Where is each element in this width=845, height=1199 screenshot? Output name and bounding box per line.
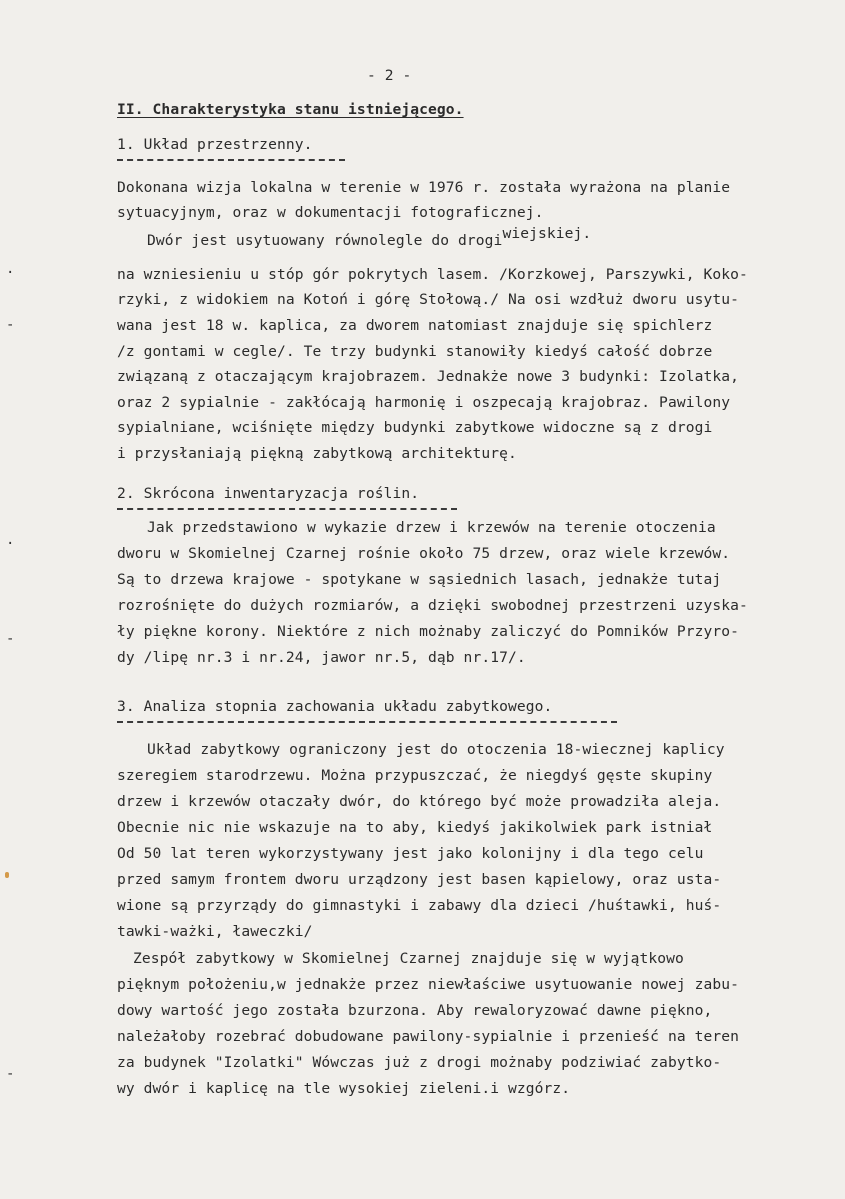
margin-spot [5,872,9,878]
sub2-heading-underline [117,508,457,510]
sub1-line: Dokonana wizja lokalna w terenie w 1976 r. została wyrażona na planie [117,179,731,196]
sub1-line-main: Dwór jest usytuowany równolegle do drogi [147,232,503,249]
margin-mark: - [6,631,15,647]
sub3-line: przed samym frontem dworu urządzony jest basen kąpielowy, oraz usta- [117,871,722,888]
sub3-heading: 3. Analiza stopnia zachowania układu zabytkowego. [117,698,553,715]
sub1-line: oraz 2 sypialnie - zakłócają harmonię i oszpecają krajobraz. Pawilony [117,394,731,411]
sub2-line: dworu w Skomielnej Czarnej rośnie około 75 drzew, oraz wiele krzewów. [117,545,731,562]
sub2-line: Są to drzewa krajowe - spotykane w sąsiednich lasach, jednakże tutaj [117,571,722,588]
sub3-line: dowy wartość jego została bzurzona. Aby rewaloryzować dawne piękno, [117,1002,713,1019]
sub3-line: Obecnie nic nie wskazuje na to aby, kiedyś jakikolwiek park istniał [117,819,713,836]
page-number: - 2 - [367,67,412,84]
sub2-heading: 2. Skrócona inwentaryzacja roślin. [117,485,420,502]
sub3-line: wy dwór i kaplicę na tle wysokiej zieleni.i wzgórz. [117,1080,571,1097]
sub1-heading-underline [117,159,345,161]
sub1-line: związaną z otaczającym krajobrazem. Jednakże nowe 3 budynki: Izolatka, [117,368,740,385]
sub3-line: Od 50 lat teren wykorzystywany jest jako kolonijny i dla tego celu [117,845,704,862]
sub1-heading: 1. Układ przestrzenny. [117,136,313,153]
sub3-line: tawki-ważki, ławeczki/ [117,923,313,940]
margin-mark: · [6,536,15,552]
margin-mark: - [6,1066,15,1082]
margin-mark: · [6,265,15,281]
sub3-line: drzew i krzewów otaczały dwór, do którego być może prowadziła aleja. [117,793,722,810]
sub3-line: Układ zabytkowy ograniczony jest do otoczenia 18-wiecznej kaplicy [147,741,725,758]
sub1-line-superscript: wiejskiej. [502,225,592,242]
sub2-line: rozrośnięte do dużych rozmiarów, a dzięki swobodnej przestrzeni uzyska- [117,597,748,614]
sub3-line: szeregiem starodrzewu. Można przypuszczać, że niegdyś gęste skupiny [117,767,713,784]
margin-mark: - [6,317,15,333]
sub1-line: rzyki, z widokiem na Kotoń i górę Stołową./ Na osi wzdłuż dworu usytu- [117,291,740,308]
sub3-line: pięknym położeniu,w jednakże przez niewłaściwe usytuowanie nowej zabu- [117,976,740,993]
sub2-line: ły piękne korony. Niektóre z nich możnaby zaliczyć do Pomników Przyro- [117,623,740,640]
sub1-line: sypialniane, wciśnięte między budynki zabytkowe widoczne są z drogi [117,419,713,436]
sub3-line: za budynek "Izolatki" Wówczas już z drogi możnaby podziwiać zabytko- [117,1054,722,1071]
sub1-line: sytuacyjnym, oraz w dokumentacji fotograficznej. [117,204,544,221]
sub1-line: /z gontami w cegle/. Te trzy budynki stanowiły kiedyś całość dobrze [117,343,713,360]
sub2-line: Jak przedstawiono w wykazie drzew i krzewów na terenie otoczenia [147,519,716,536]
sub1-line: wana jest 18 w. kaplica, za dworem natomiast znajduje się spichlerz [117,317,713,334]
sub1-line: na wzniesieniu u stóp gór pokrytych lasem. /Korzkowej, Parszywki, Koko- [117,266,748,283]
sub1-line [147,225,592,251]
sub3-line: należałoby rozebrać dobudowane pawilony-sypialnie i przenieść na teren [117,1028,740,1045]
sub3-line: wione są przyrządy do gimnastyki i zabawy dla dzieci /huśtawki, huś- [117,897,722,914]
section-title: II. Charakterystyka stanu istniejącego. [117,101,464,118]
sub3-heading-underline [117,721,617,723]
sub3-line: Zespół zabytkowy w Skomielnej Czarnej znajduje się w wyjątkowo [133,950,684,967]
sub1-line: i przysłaniają piękną zabytkową architekturę. [117,445,517,462]
sub2-line: dy /lipę nr.3 i nr.24, jawor nr.5, dąb nr.17/. [117,649,526,666]
